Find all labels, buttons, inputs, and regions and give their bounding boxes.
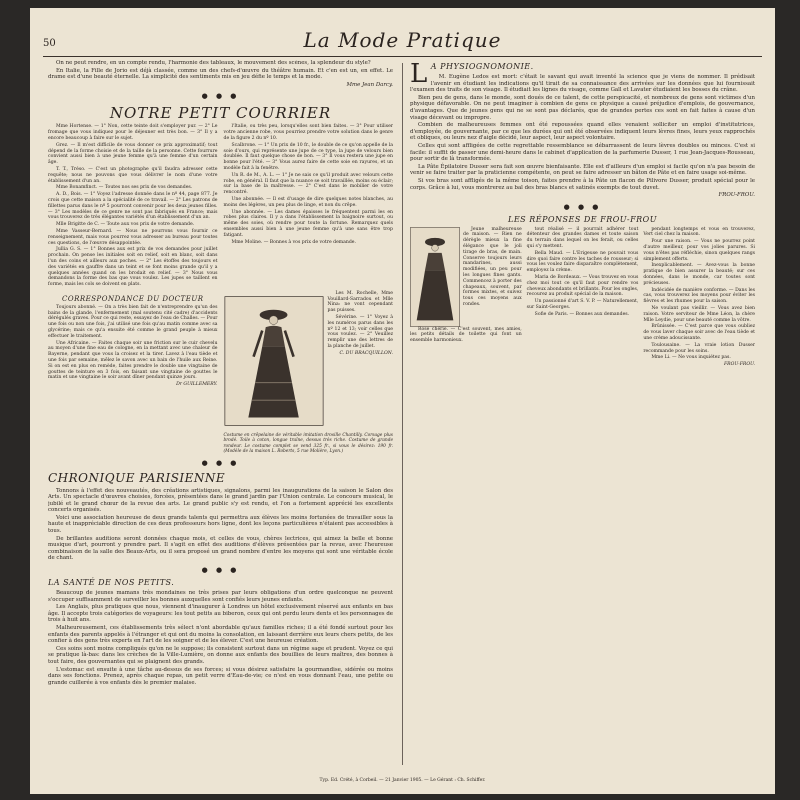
physio-paragraph: Si vos bras sont affligés de la même toison, faites prendre à la Pâte un flacon de Pilivore Dusser, produit spécial pour le corps. Grâce à lui, vous montrerez au bal des bras blancs et satinés exempts de tout duvet. bbox=[410, 177, 755, 191]
reponses-signature: FROU-FROU. bbox=[723, 362, 755, 368]
side-paragraph: Sévérine. — 1° Voyez à les numéros parus dans les nº 12 et 13; voir celles que vous voulez. — 2° Veuillez remplir une des lettres de la planche de juillet. bbox=[327, 315, 393, 350]
reponses-item: Jeune malheureuse de maison. — Rien ne dérègle mieux la fine élégance que le joli tirage de bras, de main. Conserve toujours leurs mandarines, aussi modifiées, un peu pour les longues fines gants. Commencez à porter des chapeaux, souvent, par formes mixtes, et suivez tous ces moyens aux rondes. bbox=[463, 226, 522, 308]
physio-paragraph: M. Eugène Ledos est mort: c'était le savant qui avait inventé la science que je viens de nommer. Il prédisait l'avenir en étudiant les indications qu'il tirait de sa connaissance des arrivées sur les données que lui fournissait l'examen des traits de son visage. Il étudiait les lignes du visage, comme Gall et Lavater étudiaient les bosses du crâne. bbox=[410, 74, 755, 94]
chronique-title: CHRONIQUE PARISIENNE bbox=[48, 470, 226, 485]
sante-paragraph: L'estomac est ensuite à une tâche au-dessus de ses forces; si vous désirez satisfaire la gourmandise, sidérée ou moins dans ses fonctions. Prenez, après chaque repas, un petit verre d'Eau-de-vie; ce n'est en vous donnant l'eau, une petite ou grande cuillerée à vos enfants dès le premier malaise. bbox=[48, 666, 393, 686]
courrier-item: Un R. de M., A. L. — 1° Je ne sais ce qu'il produit avec velours cette robe, en général. Il faut que la nuance se soit travaillée, moins ou éclair; sur la base de la maîtresse. — 2° C'est dans le mobilier de votre rencontré. bbox=[223, 172, 393, 196]
reponses-item: Rose chérie. — C'est souvent, mes amies, les petits détails de toilette qui font un ensemble harmonieux. bbox=[410, 326, 522, 344]
courrier-columns bbox=[48, 124, 393, 289]
physio-title-text: A PHYSIOGNOMONIE. bbox=[430, 62, 534, 71]
reponses-col-2 bbox=[527, 227, 639, 369]
docteur-signature: Dr GUILLEMERY. bbox=[176, 382, 218, 388]
reponses-item: Inexplicablement. — Avez-vous la bonne pratique de bien assurer la beauté; sur ces données, dans le monde, car toutes sont précieuses. bbox=[643, 263, 755, 286]
courrier-item: A. D., Bois. — 1° Voyez l'adresse donnée dans le nº 44, page 877. Je crois que cette maison a la spécialité de ce travail. — 2° Les patrons de fillettes parus dans le nº 5 pourront convenir pour les deux jeunes filles. — 3° Les modèles de ce genre ne sont pas fabriqués en France; mais vous trouverez de très élégantes variétés d'un établissement d'un an. bbox=[48, 192, 218, 221]
docteur-title: CORRESPONDANCE DU DOCTEUR bbox=[62, 294, 204, 303]
reponses-item: Maria de Bordeaux. — Vous trouvez en vous chez moi tout ce qu'il faut pour rendre vos cheveux abondants et brillants. Pour les ongles, recourez au produit spécial de la maison. bbox=[526, 275, 639, 298]
courrier-item: Une abonnée. — Il est d'usage de dire quelques notes blanches, au moins des légères, un peu plus de linge, et non du crêpe. bbox=[223, 196, 393, 208]
courrier-item: Grez. — Il m'est difficile de vous donner ce prix approximatif; tout dépend de la forme choisie et de la taille de la personne. Cette fourrure convient aussi bien à une jeune femme qu'à une femme d'un certain âge. bbox=[48, 142, 218, 166]
courrier-item: Scalbrone. — 1° Un prix de 10 fr., le double de ce qu'on appelle de la soie d'ours, qui représente une jupe de ce type, la jupe de velours bien doublée. Il faut quelque chose de bon. — 3° Il vous restera une jupe en bonne pour l'été. — 3° Vous aurez faire de cette soie en rayures, et un modèle fait à la fenêtre. bbox=[223, 142, 393, 171]
silhouette-illustration-icon bbox=[410, 227, 460, 327]
chronique-paragraph: Tonnons à l'effet des nouveautés, des créations artistiques, signalons, parmi les inaugurations de la saison le Salon des Arts. Un spectacle d'œuvres choisies, forcées, présentées dans le grand jardin par l'Union centrale. Le concours musical, le jubilé et le grand chœur de la revue des arts. Le grand public s'y est rendu, et l'on a fortement apprécié les excellents concerts organisés. bbox=[48, 487, 393, 514]
header-rule bbox=[43, 56, 762, 57]
sante-paragraph: Les Anglais, plus pratiques que nous, viennent d'inaugurer à Londres un hôtel exclusivement réservé aux enfants en bas âge. Il accepte trois catégories de voyageurs: les tout petits au biberon, ceux qui ont perdu leurs dents et les personnages de trois à huit ans. bbox=[48, 604, 393, 624]
physio-signature: FROU-FROU. bbox=[718, 192, 755, 199]
reponses-title: LES RÉPONSES DE FROU-FROU bbox=[508, 214, 657, 224]
courrier-item: Jullia G. S. — 1° Bonnes aux est prix de vos demandes pour juillet prochain. On pense les initiales soit en relief, soit en blanc, soit dans l'un des coins et ailleurs aux poches. — 2° Les étoffes des toujours et des variétés en gauffre dans un teint et se font moins grande qu'il y a quelques années quand on les brodait en relief. — 3° Nous vous demandons la forme des bas que vous voulez. Les jupes se taillent en forme, mais les cols se doivent en plats. bbox=[48, 247, 218, 288]
page-number: 50 bbox=[43, 38, 56, 49]
physio-paragraph: La Pâte Épilatoire Dusser sera fait son œuvre bienfaisante. Elle est d'ailleurs d'un emploi si facile qu'on n'a pas besoin de venir se faire traiter par la praticienne compétente, on peut se faire adresser un bâton de Pâte et en faire usage soi-même. bbox=[410, 163, 755, 177]
side-signature: C. DU BRACQUILLON. bbox=[339, 350, 393, 356]
intro-signature: Mme Jean Darcy. bbox=[346, 81, 393, 88]
section-ornament: ● ● ● bbox=[201, 458, 240, 467]
section-ornament: ● ● ● bbox=[201, 92, 240, 101]
courrier-item: Mme Bonamfinct. — Toutes nos ses prix de vos demandes. bbox=[56, 185, 193, 191]
reponses-columns bbox=[410, 227, 755, 369]
docteur-paragraph: Toujours abonné. — On a très bien fait de n'entreprendre qu'un des bains de la glande, l'enfermement (mal soutenu cité cadre) d'accidents dérégulés graves. Pour ce qui reste, essayez de l'eau de Challes. — Pour une fois ou non une fois, j'ai utilisé une fois qu'au matin comme avec sa glycérine; mais ce qu'a ensuite été comme le grand peuple à mieux effectuer le traitement. bbox=[48, 304, 218, 339]
courrier-col-2 bbox=[224, 124, 394, 289]
courrier-item: Une abonnée. — Les dames épaisses le fréquentent parmi les en robes plus claires. Il y a dans l'établissement la baignoire surtout, ou même des soies, où rendre pour toute la fortune. Remarquez quels ensembles aussi bien à une jeune femme qu'à une sans être trop fatigant. bbox=[223, 209, 393, 238]
drop-cap: L bbox=[410, 60, 428, 89]
left-column bbox=[48, 60, 393, 770]
page-footer: Typ. Ed. Crété, à Corbeil. — 21 Janvier 1905. — Le Gérant : Ch. Schiffer. bbox=[319, 778, 486, 783]
reponses-item: Ne voulant pas vieillir. — Vous avez bien raison. Votre serviteur de Mme Léon, la chère Mlle Leydie, pour une beauté comme la vôtre. bbox=[643, 306, 755, 323]
figure-side-text bbox=[328, 291, 394, 431]
reponses-col-3 bbox=[643, 227, 755, 369]
fashion-illustration-icon bbox=[224, 291, 324, 431]
reponses-item: tout réalisé — il pourrait adhérer tout détenteur des grandes dames et toute saison du terrain dans lequel on les ferait, ou celles qui s'y mettent. bbox=[526, 226, 639, 250]
chronique-paragraph: Voici une association heureuse de deux grands talents qui permettra aux élèves les moins fortunées de travailler sous la haute et inappréciable direction de ces deux professeurs hors ligne, dont les leçons particulières n'étaient pas accessibles à tous. bbox=[48, 514, 393, 535]
reponses-item: Indécidée de manière conforme. — Dans les cas, vous trouverez les moyens pour éviter les fièvres et les rhumes pour la saison. bbox=[643, 287, 755, 305]
reponses-col-1 bbox=[410, 227, 522, 369]
reponses-item: Brûnissée. — C'est parce que vous oubliez de vous laver chaque soir avec de l'eau tiède et une crème adoucissante. bbox=[643, 324, 755, 342]
intro-paragraph: En Italie, la Fille de Jorio est déjà classée, comme un des chefs-d'œuvre du théâtre humain. Et c'en est un, en effet. Le drame est d'une beauté éternelle. La simplicité des sentiments mis en jeu défie le temps et la mode. bbox=[48, 67, 393, 81]
courrier-title: NOTRE PETIT COURRIER bbox=[109, 104, 332, 123]
sante-paragraph: Malheureusement, ces établissements très sélect n'ont abordable qu'aux familles riches; il a été fondé surtout pour les enfants des parents appelés à l'étranger et qui ont du moins la consolation, en laissant derrière eux leurs chers petits, de les confier à des gens très experts en l'art de les soigner et de les élever. C'est une heureuse création. bbox=[48, 625, 393, 645]
section-ornament: ● ● ● bbox=[563, 202, 602, 211]
section-ornament: ● ● ● bbox=[201, 566, 240, 575]
intro-paragraph: On ne peut rendre, en un compte rendu, l'harmonie des tableaux, le mouvement des scènes, la splendeur du style? bbox=[56, 60, 371, 66]
reponses-item: Mme Li. — Ne vous inquiétez pas. bbox=[651, 355, 731, 361]
courrier-item: T. T., Tréso. — C'est un photographe qu'il faudra adresser cette requête; nous ne pouvons que vous délivrer le nom d'une votre établissement d'un an. bbox=[48, 166, 218, 184]
reponses-item: Un passionné d'art S. V. P. — Naturellement, sur Saint-Georges. bbox=[526, 299, 639, 311]
reponses-item: Bella Maud. — L'Erigeuse ne pouvait vous dire quoi faire contre les taches de rousseur; si vous les voulez faire disparaître complètement, employez la crème. bbox=[526, 250, 639, 274]
sante-title: LA SANTÉ DE NOS PETITS. bbox=[48, 578, 175, 588]
page-header bbox=[30, 28, 775, 58]
physio-paragraph: Combien de malheureuses femmes ont été repoussées quand elles venaient solliciter un emploi d'institutrices, d'employée, de gouvernante, par ce que les durées qui ont été observées indiquent leurs lèvres fines, leurs yeux rapprochés et obliques, ou leurs nez d'aigle décidé, leur aspect, leur aspect volontaire. bbox=[410, 122, 755, 142]
docteur-section bbox=[48, 291, 218, 455]
courrier-item: l'Italie, ou très peu, lorsqu'elles sont bien faites. — 3° Pour utiliser votre ancienne robe, vous pourriez prendre votre solution dans le genre de la figure 2 du nº 10. bbox=[223, 124, 393, 141]
reponses-item: Toulousaine. — La vraie lotion Dusser recommande pour les soins. bbox=[643, 342, 755, 354]
figure-caption: Costume en crêpelaine de véritable imitation drosille Chantilly. Corsage plus brodé. Toile à coton, longue traîne, dessus très riche. Costume de grande rondeur. Le costume complet se vend 325 fr., si vous le désirez: 190 fr. (Modèle de la maison L. Roberts, 5 rue Molière, Lyon.) bbox=[223, 432, 393, 455]
sante-paragraph: Ces soins sont moins compliqués qu'on ne le suppose; ils consistent surtout dans un régime sage et prudent. Voyez ce qui se pratique là-bas: dans les crèches de la Ville-Lumière, on donne aux enfants des bouillies de leurs maîtres, des bonnes à tout faire, des gouvernantes qui se plaignent des grands. bbox=[48, 645, 393, 665]
magazine-title: La Mode Pratique bbox=[303, 28, 502, 52]
reponses-item: pendant longtemps et vous en trouverez, Vert ciel chez la maison. bbox=[643, 226, 755, 238]
fashion-figure bbox=[224, 291, 394, 455]
sante-paragraph: Beaucoup de jeunes mamans très mondaines ne très prises par leurs obligations d'un ordre quelconque ne peuvent s'occuper suffisamment de surveiller les bonnes auxquelles sont confiés leurs jeunes enfants. bbox=[48, 590, 393, 603]
courrier-item: Mme Hortense. — 1° Non, cette teinte doit s'employer pur. — 2° Le fromage que vous indiquez pour le déjeuner est très bon. — 3° Il y a encore beaucoup à faire sur le sujet. bbox=[48, 124, 218, 141]
docteur-paragraph: Une Africaine. — Faites chaque soir une friction sur le cuir chevelu au moyen d'une fine eau de cologne, en la mettant avec une chaleur de Bayerne, pendant que vous la croisez et la tirer. Lavez à l'eau tiède et une fois par semaine, mêlez le savon avec un bain de l'huile aux Reine. Si on est en plus en remède, faites prendre le double une vingtaine de gouttes de teinture en 3 fois, en faisant une vingtaine de gouttes le matin et une vingtaine le soir avant dîner pendant quinze jours. bbox=[48, 340, 218, 381]
physio-paragraph: Celles qui sont affligées de cette regrettable ressemblance se débarrassent de leurs lèvres doubles ou minces. C'est si facile: il suffit de passer une demi-heure dans le cabinet d'application de la parfumerie Dusser, 1 rue Jean-Jacques-Rousseau, pour sortir de là transformée. bbox=[410, 142, 755, 163]
courrier-item: Mme Moline. — Bonnes à vos prix de votre demande. bbox=[231, 239, 356, 245]
courrier-item: Mlle Brigitte de C. — Toute aux vos prix de votre demande. bbox=[56, 222, 195, 228]
column-divider bbox=[402, 63, 403, 765]
right-column bbox=[410, 60, 755, 770]
courrier-col-1 bbox=[48, 124, 218, 289]
reponses-item: Pour une raison. — Vous ne pourrez point d'autre meilleur, pour vos jolies parures. Si vous n'êtes pas réfléchie, sinon quelques rangs simplement offerts. bbox=[643, 239, 755, 262]
reponses-item: Sofie de Paris. — Bonnes aux demandes. bbox=[534, 311, 630, 317]
physio-paragraph: Bien peu de gens, dans le monde, sont doués de ce talent, de cette perspicacité, et nombreux de gens sont victimes d'un physique défavorable. On ne peut imaginer à combien de gens ce physique a causé préjudice d'emplois, de gouvernance, d'avantages. Que de jeunes gens qui ne se sont pas déclarés, que de grandes pertes ces sont en fait faites à cause d'un visage décevant ou impropre. bbox=[410, 94, 755, 121]
magazine-page bbox=[30, 8, 775, 794]
chronique-paragraph: De brillantes auditions seront données chaque mois, et celles de vous, chères lectrices, qui aimez la belle et bonne musique d'art, pourront y prendre part. Il s'agit en effet des auditions d'élèves présentées par la revue, avec l'heureuse combinaison de la salle des Beaux-Arts, ou il sera proposé un grand nombre d'entre les moyens qui sont une véritable école de chant. bbox=[48, 535, 393, 562]
figure-row bbox=[48, 291, 393, 455]
side-paragraph: Les M. Rochelle, Mme Vouillard-Sarradou et Mlle Nina: ne vont cependant pas puisses. bbox=[327, 290, 393, 314]
courrier-item: Mme Vasseur-Bernard. — Nous ne pourrons vous fournir ce renseignement, mais vous pourrez vous adresser au bureau pour toutes ces questions, de l'œuvre désappointée. bbox=[48, 228, 218, 246]
